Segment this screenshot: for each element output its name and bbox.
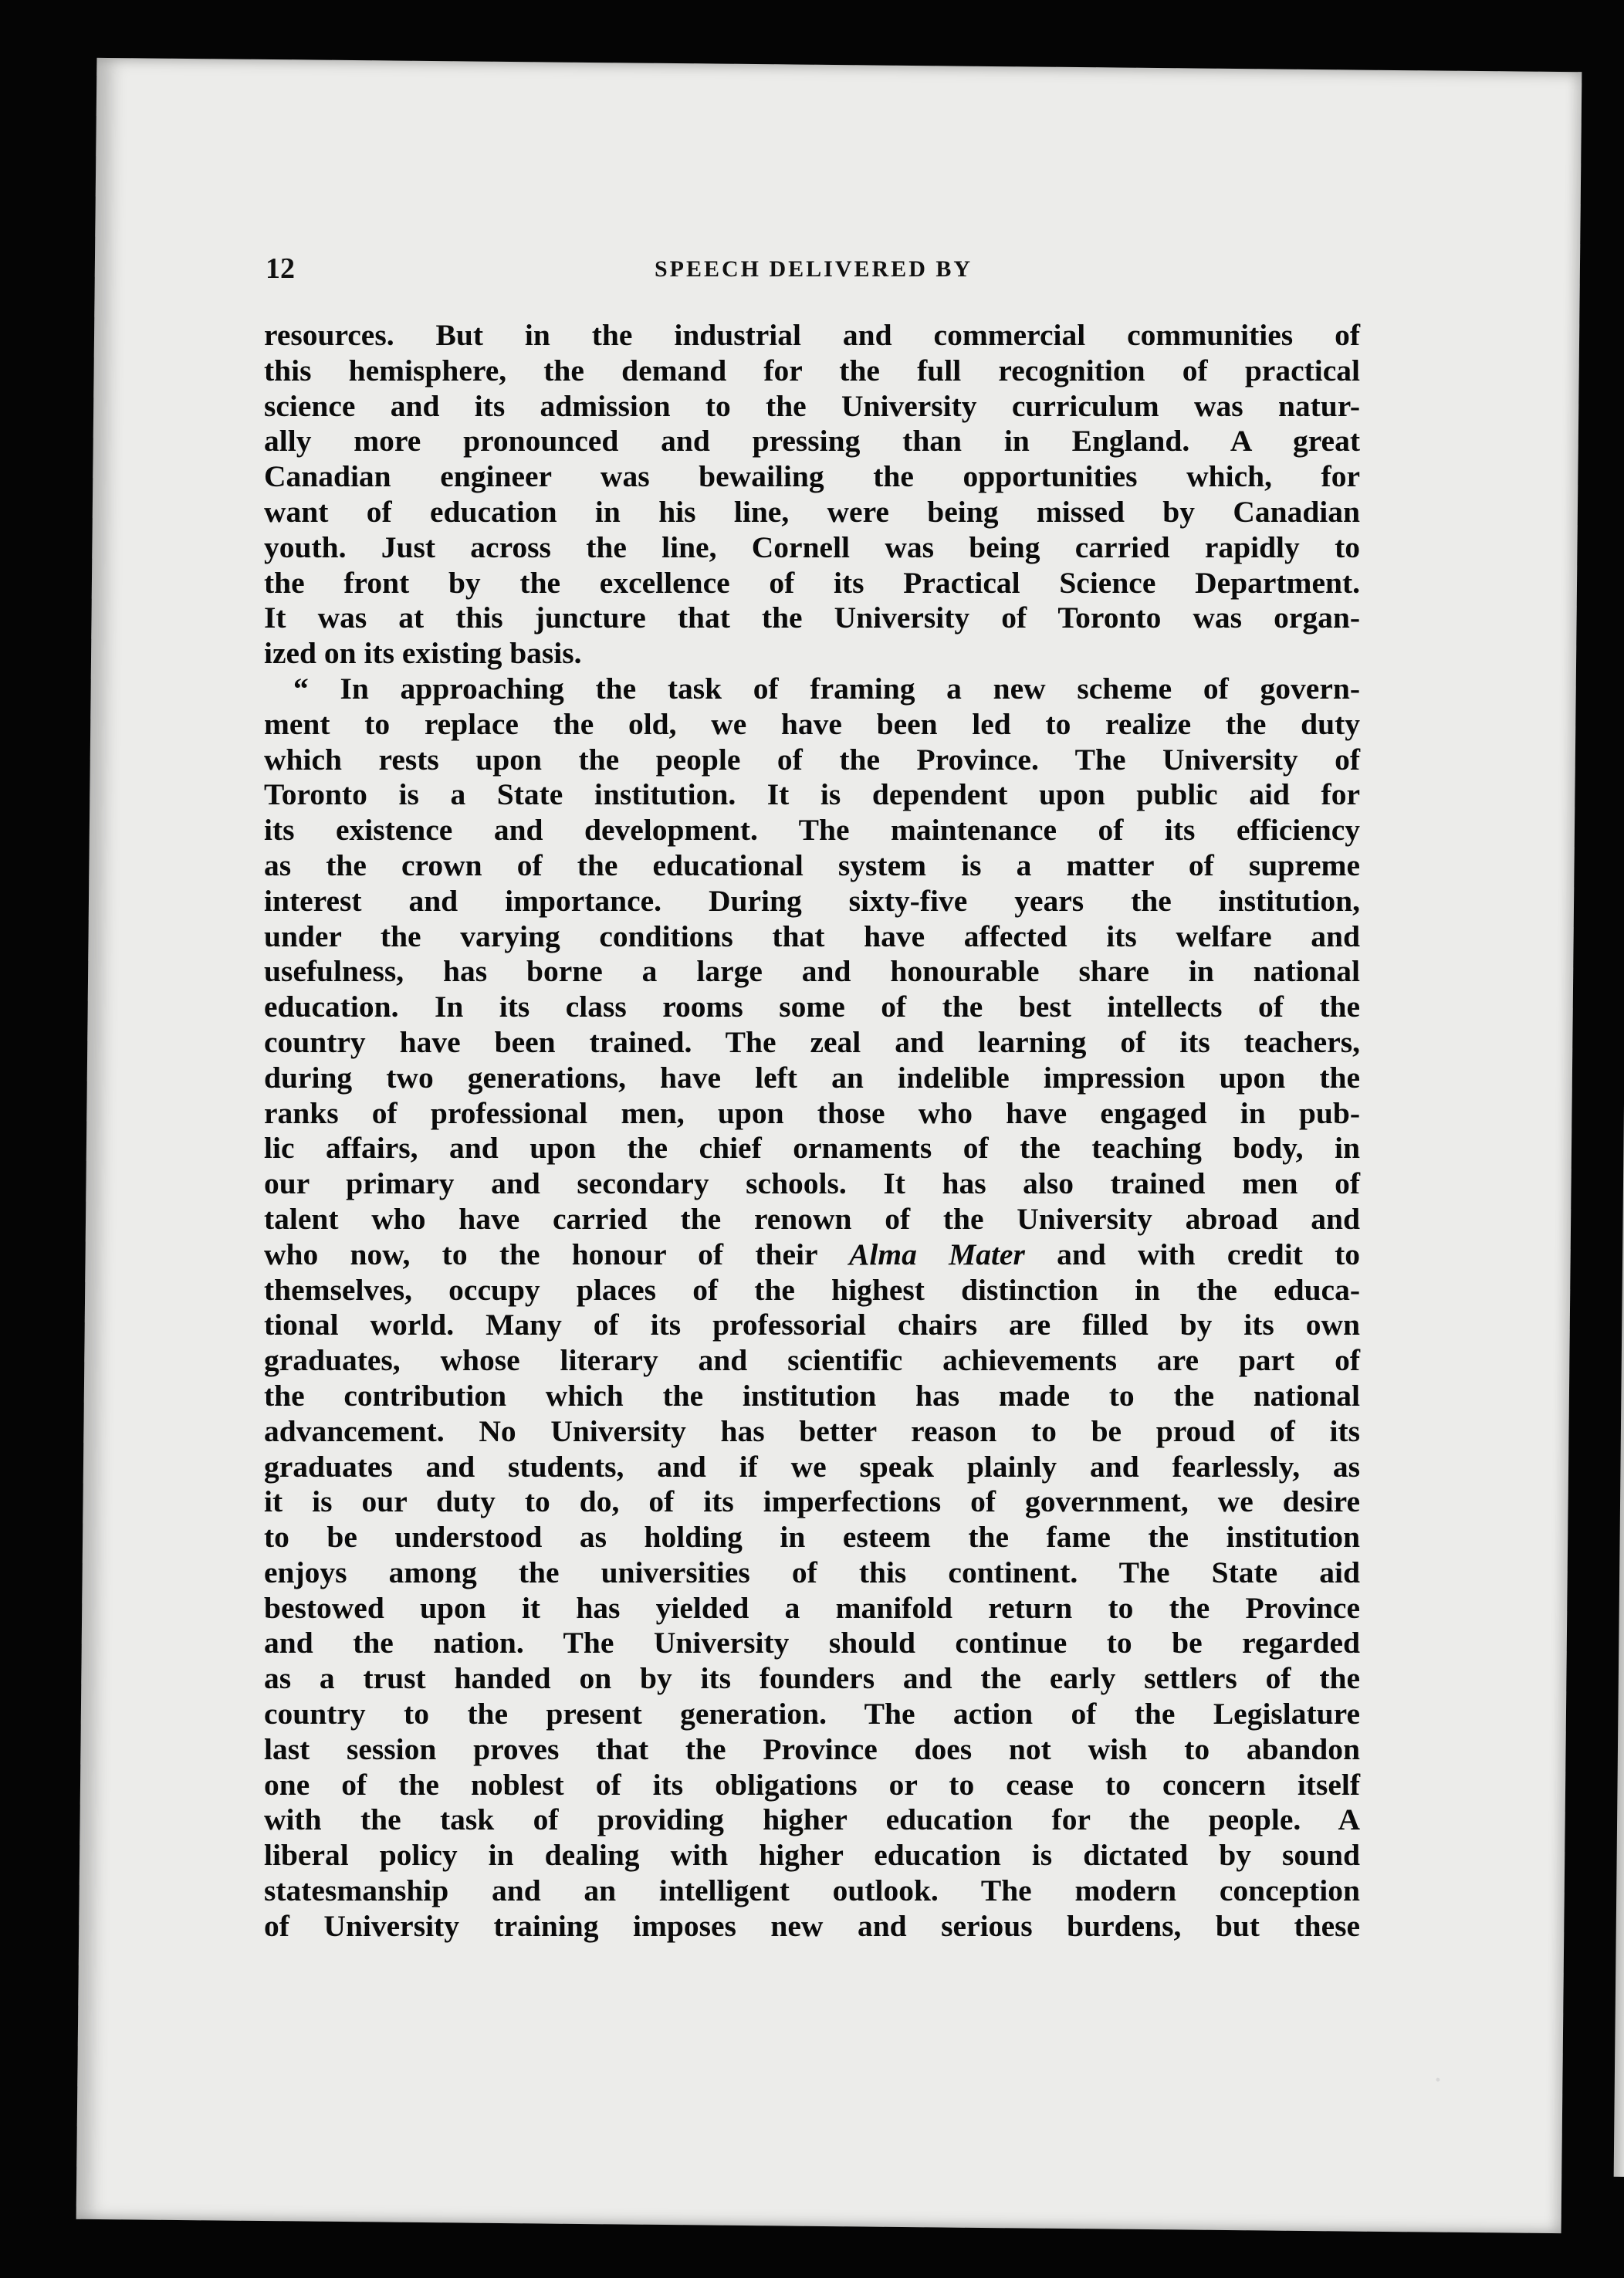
text-line: ally more pronounced and pressing than in England. A great [264,424,1360,459]
text-line: with the task of providing higher education for the people. A [264,1802,1360,1837]
text-line: advancement. No University has better reason to be proud of its [264,1413,1360,1448]
text-line: liberal policy in dealing with higher education is dictated by sound [264,1838,1360,1873]
text-line: ized on its existing basis. [264,636,582,671]
text-line: country to the present generation. The action of the Legislature [264,1697,1360,1731]
text-line: usefulness, has borne a large and honourable share in national [264,954,1360,989]
text-line: Toronto is a State institution. It is dependent upon public aid for [264,777,1360,812]
text-line: under the varying conditions that have affected its welfare and [264,919,1360,953]
text-line: ment to replace the old, we have been led to realize the duty [264,706,1360,741]
page-header [266,252,1362,298]
text-line: one of the noblest of its obligations or to cease to concern itself [264,1767,1360,1802]
text-line: bestowed upon it has yielded a manifold return to the Province [264,1590,1360,1625]
text-line: our primary and secondary schools. It has also trained men of [264,1166,1360,1201]
page-edge-shadow [1614,31,1624,2177]
paragraph-start-line: “ In approaching the task of framing a new scheme of govern- [293,671,1360,706]
text-line: and the nation. The University should continue to be regarded [264,1626,1360,1660]
text-line: tional world. Many of its professorial chairs are filled by its own [264,1308,1360,1342]
text-line: as the crown of the educational system is a matter of supreme [264,848,1360,882]
text-line: of University training imposes new and serious burdens, but these [264,1908,1360,1943]
text-line: to be understood as holding in esteem the fame the institution [264,1520,1360,1555]
text-line: this hemisphere, the demand for the full recognition of practical [264,353,1360,388]
dust-speck [1436,2078,1440,2082]
text-line: graduates, whose literary and scientific achievements are part of [264,1343,1360,1378]
text-line: the contribution which the institution has made to the national [264,1378,1360,1413]
text-line: during two generations, have left an indelible impression upon the [264,1060,1360,1095]
text-line: last session proves that the Province does not wish to abandon [264,1731,1360,1766]
italic-phrase: Alma Mater [849,1237,1025,1271]
text-line: ranks of professional men, upon those who have engaged in pub- [264,1095,1360,1130]
body-text [264,318,1360,1945]
text-line: statesmanship and an intelligent outlook. The modern conception [264,1874,1360,1908]
text-line: enjoys among the universities of this continent. The State aid [264,1555,1360,1589]
text-line: graduates and students, and if we speak plainly and fearlessly, as [264,1449,1360,1484]
text-line: as a trust handed on by its founders and the early settlers of the [264,1661,1360,1696]
text-line: lic affairs, and upon the chief ornaments of the teaching body, in [264,1131,1360,1166]
text-line: resources. But in the industrial and commercial communities of [264,318,1360,352]
text-line: it is our duty to do, of its imperfections of government, we desire [264,1484,1360,1519]
text-line: want of education in his line, were being missed by Canadian [264,494,1360,529]
text-line: youth. Just across the line, Cornell was being carried rapidly to [264,530,1360,564]
text-line: the front by the excellence of its Practical Science Department. [264,565,1360,600]
page-number: 12 [266,252,295,285]
text-line: interest and importance. During sixty-five years the institution, [264,883,1360,918]
text-line: It was at this juncture that the University of Toronto was organ- [264,601,1360,635]
text-line: education. In its class rooms some of the best intellects of the [264,990,1360,1024]
text-line-with-italic: who now, to the honour of their Alma Mater and with credit to [264,1237,1360,1271]
text-line: its existence and development. The maintenance of its efficiency [264,813,1360,848]
running-head: SPEECH DELIVERED BY [654,256,973,282]
text-line: which rests upon the people of the Province. The University of [264,742,1360,777]
text-line: talent who have carried the renown of the University abroad and [264,1201,1360,1236]
text-line: country have been trained. The zeal and learning of its teachers, [264,1024,1360,1059]
text-line: science and its admission to the University curriculum was natur- [264,388,1360,423]
text-line: themselves, occupy places of the highest distinction in the educa- [264,1272,1360,1307]
text-line: Canadian engineer was bewailing the opportunities which, for [264,459,1360,494]
